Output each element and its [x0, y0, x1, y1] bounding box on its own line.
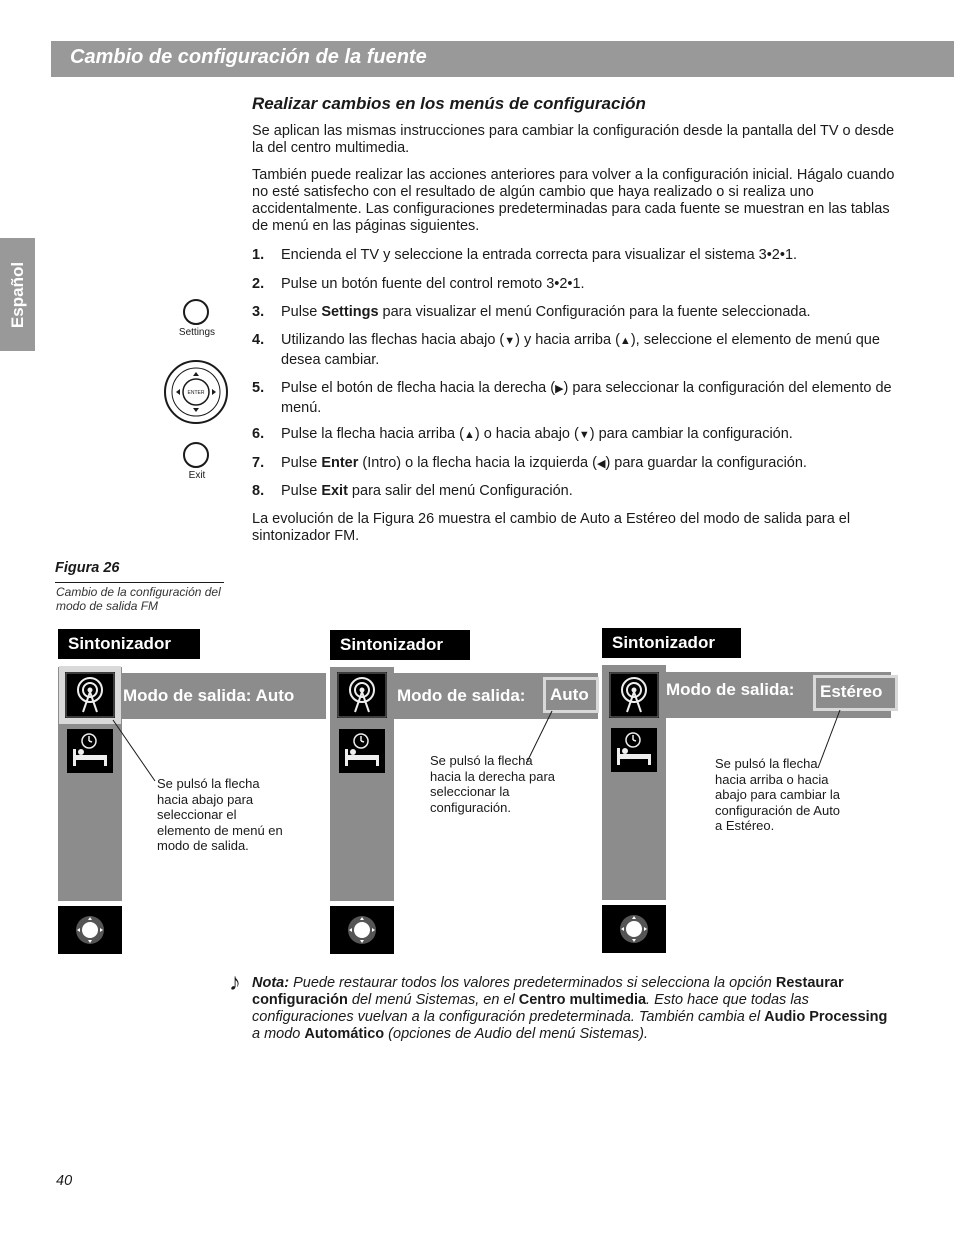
settings-button-label: Settings: [178, 327, 216, 338]
panel-3-title: Sintonizador: [602, 628, 741, 658]
note-block: [252, 975, 892, 1043]
note-text: del menú Sistemas, en el: [347, 992, 519, 1008]
step-text: para salir del menú Configuración.: [347, 483, 573, 499]
step-text: ) para guardar la configuración.: [605, 455, 807, 471]
step-text: Pulse: [281, 304, 322, 320]
step-text: ) o hacia abajo (: [474, 426, 579, 442]
step-number: 8.: [252, 483, 265, 499]
intro-paragraph-2: También puede realizar las acciones anteriores para volver a la configuración inicial. Hágalo cuando no esté satisfecho con el resultado de algún cambio que haya realizado o si realiza uno accidentalmente. Las configuraciones predeterminadas para cada fuente se muestran en las tablas de menú en las páginas siguientes.: [252, 167, 895, 234]
step-text: ) y hacia arriba (: [515, 332, 620, 348]
step-text: Pulse la flecha hacia arriba (: [281, 426, 464, 442]
note-bold: Audio Processing: [764, 1009, 888, 1025]
step-text: Pulse: [281, 483, 322, 499]
up-arrow-icon: ▲: [619, 335, 631, 347]
note-text: a modo: [252, 1026, 305, 1042]
step-text: ) para seleccionar la configuración del elemento de menú.: [281, 380, 892, 416]
panel-1-title: Sintonizador: [58, 629, 200, 659]
note-text: . Esto hace que todas las configuraciones vuelvan a la configuración predeterminada. También cambia el: [252, 992, 809, 1025]
panel-1-leader-line: [113, 720, 155, 781]
panel-2-title: Sintonizador: [330, 630, 470, 660]
step-number: 7.: [252, 455, 265, 471]
intro-paragraph-1: Se aplican las mismas instrucciones para cambiar la configuración desde la pantalla del TV o desde la del centro multimedia.: [252, 123, 895, 156]
step-text: Utilizando las flechas hacia abajo (: [281, 332, 505, 348]
step-keyword: Exit: [321, 483, 348, 499]
figure-title: Figura 26: [55, 560, 120, 576]
note-label: Nota:: [252, 975, 290, 991]
step-text: Pulse: [281, 455, 322, 471]
down-arrow-icon: ▼: [578, 429, 590, 441]
step-text: para visualizar el menú Configuración para la fuente seleccionada.: [378, 304, 811, 320]
note-bold: Centro multimedia: [518, 992, 647, 1008]
step-keyword: Settings: [321, 304, 379, 320]
section-heading: Realizar cambios en los menús de configuración: [252, 94, 646, 113]
note-text: (opciones de Audio del menú Sistemas).: [384, 1026, 648, 1042]
note-bold: Restaurar configuración: [252, 975, 844, 1008]
step-text: (Intro) o la flecha hacia la izquierda (: [358, 455, 597, 471]
enter-button-label: ENTER: [187, 390, 205, 396]
panel-3-leader-line: [818, 710, 840, 768]
right-arrow-icon: ▶: [555, 383, 564, 395]
step-number: 1.: [252, 247, 265, 263]
step-keyword: Enter: [321, 455, 359, 471]
panel-2-value: Auto: [550, 685, 589, 704]
panel-3-annotation: Se pulsó la flecha hacia arriba o hacia abajo para cambiar la configuración de Auto a Estéreo.: [715, 756, 841, 833]
panel-3-value: Estéreo: [820, 682, 883, 701]
header-title: Cambio de configuración de la fuente: [70, 46, 427, 68]
step-number: 5.: [252, 380, 265, 396]
up-arrow-icon: ▲: [463, 429, 475, 441]
note-text: Puede restaurar todos los valores predeterminados si selecciona la opción: [289, 975, 776, 991]
step-text: Pulse el botón de flecha hacia la derecha (: [281, 380, 556, 396]
panel-2-annotation: Se pulsó la flecha hacia la derecha para seleccionar la configuración.: [430, 753, 556, 815]
music-note-icon: ♪: [229, 969, 241, 996]
step-text: Pulse un botón fuente del control remoto 3•2•1.: [281, 276, 585, 292]
page-number: 40: [56, 1173, 73, 1189]
panel-1-annotation: Se pulsó la flecha hacia abajo para seleccionar el elemento de menú en modo de salida.: [157, 776, 283, 853]
language-tab-label: Español: [7, 261, 27, 328]
exit-button-label: Exit: [188, 470, 206, 481]
figure-caption: Cambio de la configuración del modo de salida FM: [56, 585, 221, 613]
step-text: Encienda el TV y seleccione la entrada correcta para visualizar el sistema 3•2•1.: [281, 247, 798, 263]
panel-2-menu-label: Modo de salida:: [397, 686, 526, 705]
panel-3-menu-label: Modo de salida:: [666, 680, 795, 699]
step-text: ), seleccione el elemento de menú que desea cambiar.: [281, 332, 880, 368]
note-bold: Automático: [304, 1026, 385, 1042]
step-number: 3.: [252, 304, 265, 320]
step-number: 6.: [252, 426, 265, 442]
step-number: 2.: [252, 276, 265, 292]
step-number: 4.: [252, 332, 265, 348]
panel-1-menu-label: Modo de salida: Auto: [123, 686, 295, 705]
step-text: ) para cambiar la configuración.: [589, 426, 793, 442]
down-arrow-icon: ▼: [504, 335, 516, 347]
closing-paragraph: La evolución de la Figura 26 muestra el cambio de Auto a Estéreo del modo de salida para el sintonizador FM.: [252, 511, 851, 544]
panel-2-leader-line: [527, 711, 552, 762]
left-arrow-icon: ◀: [596, 458, 606, 470]
